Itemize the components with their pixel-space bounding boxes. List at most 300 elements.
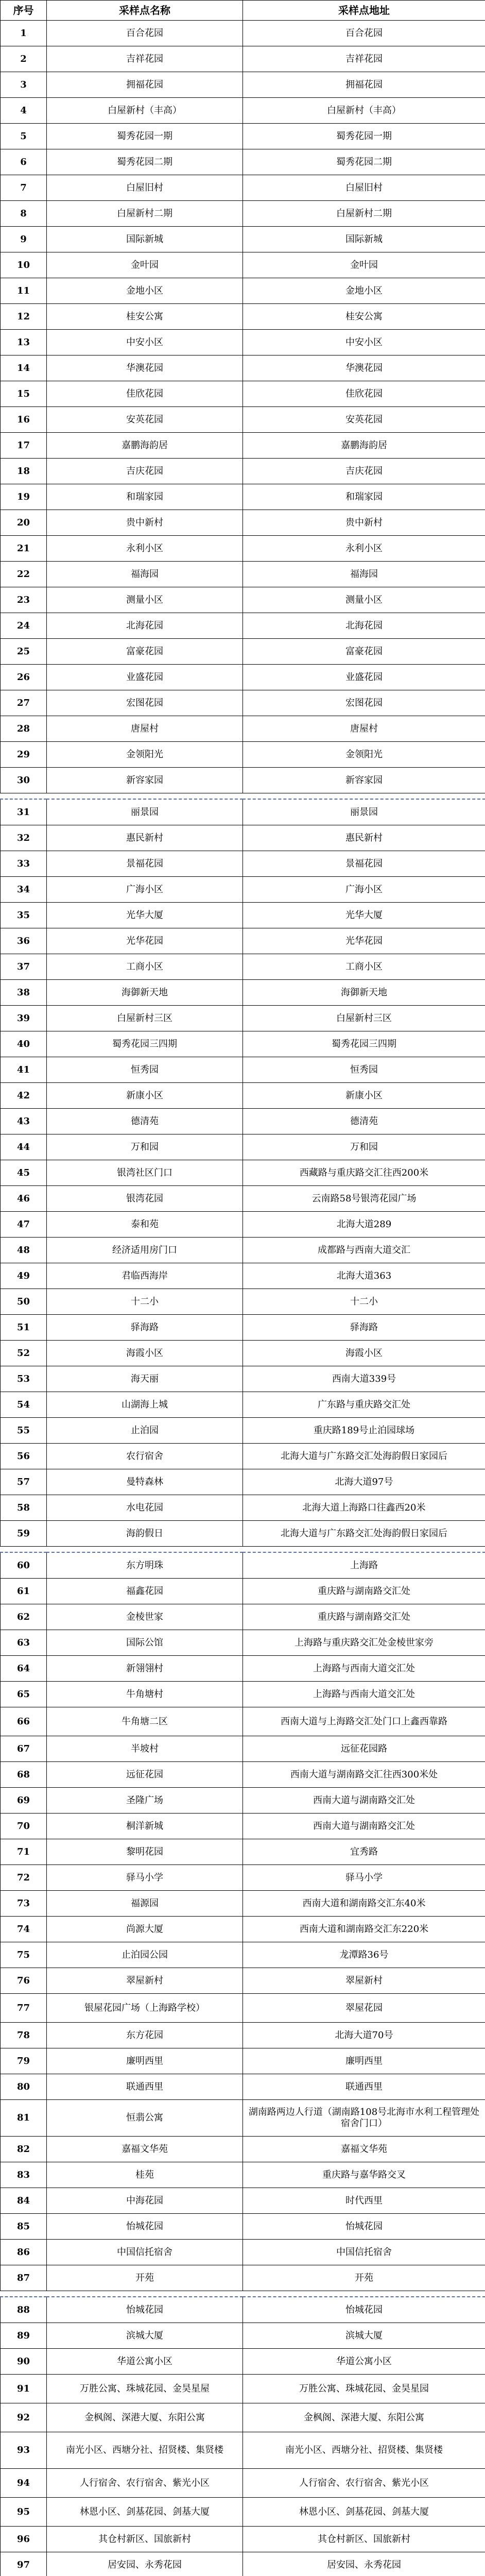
row-sampling-address: 安英花园 (243, 407, 485, 433)
row-number: 57 (1, 1469, 47, 1495)
row-sampling-name: 尚源大厦 (47, 1917, 243, 1942)
row-number: 41 (1, 1057, 47, 1083)
table-row (1, 1604, 485, 1630)
row-sampling-address: 嘉福文华苑 (243, 2137, 485, 2162)
section-divider-cell (1, 2291, 485, 2297)
row-sampling-name: 福鑫花园 (47, 1579, 243, 1604)
row-sampling-name: 拥福花园 (47, 72, 243, 98)
row-number: 28 (1, 716, 47, 742)
row-sampling-name: 永利小区 (47, 536, 243, 562)
row-sampling-name: 测量小区 (47, 587, 243, 613)
row-sampling-name: 嘉福文华苑 (47, 2137, 243, 2162)
row-sampling-address: 南光小区、西塘分社、招贤楼、集贤楼 (243, 2432, 485, 2469)
row-number: 71 (1, 1839, 47, 1865)
row-sampling-name: 远征花园 (47, 1762, 243, 1788)
row-sampling-address: 蜀秀花园三四期 (243, 1031, 485, 1057)
row-number: 72 (1, 1865, 47, 1891)
table-row (1, 72, 485, 98)
row-sampling-name: 国际新城 (47, 227, 243, 252)
row-sampling-name: 惠民新村 (47, 825, 243, 851)
row-sampling-address: 白屋旧村 (243, 175, 485, 201)
row-sampling-address: 白屋新村三区 (243, 1006, 485, 1031)
table-row (1, 2265, 485, 2291)
row-number: 5 (1, 124, 47, 149)
table-row (1, 639, 485, 665)
row-sampling-address: 翠屋花园 (243, 1994, 485, 2023)
row-number: 36 (1, 928, 47, 954)
row-sampling-address: 佳欣花园 (243, 381, 485, 407)
table-row (1, 201, 485, 227)
row-number: 86 (1, 2240, 47, 2265)
row-sampling-address: 重庆路与嘉华路交叉 (243, 2162, 485, 2188)
row-number: 65 (1, 1682, 47, 1707)
row-number: 58 (1, 1495, 47, 1521)
row-sampling-name: 白屋旧村 (47, 175, 243, 201)
row-sampling-address: 西南大道339号 (243, 1366, 485, 1392)
row-number: 43 (1, 1109, 47, 1134)
row-sampling-address: 重庆路与湖南路交汇处 (243, 1579, 485, 1604)
row-number: 76 (1, 1968, 47, 1994)
row-number: 48 (1, 1238, 47, 1263)
row-sampling-address: 林恩小区、剑基花园、剑基大厦 (243, 2498, 485, 2527)
section-divider-cell (1, 1547, 485, 1553)
table-row (1, 2552, 485, 2576)
row-sampling-name: 曼特森林 (47, 1469, 243, 1495)
row-sampling-address: 北海大道97号 (243, 1469, 485, 1495)
row-sampling-name: 桐洋新城 (47, 1814, 243, 1839)
row-sampling-name: 止泊园 (47, 1418, 243, 1444)
table-row (1, 1083, 485, 1109)
section-divider-cell (1, 793, 485, 800)
row-sampling-name: 百合花园 (47, 21, 243, 46)
row-number: 88 (1, 2297, 47, 2323)
row-sampling-name: 恒秀园 (47, 1057, 243, 1083)
row-sampling-name: 蜀秀花园二期 (47, 149, 243, 175)
table-row (1, 1212, 485, 1238)
table-row (1, 536, 485, 562)
table-row (1, 562, 485, 587)
row-number: 53 (1, 1366, 47, 1392)
row-sampling-address: 西南大道与湖南路交汇处 (243, 1788, 485, 1814)
table-row (1, 484, 485, 510)
row-number: 13 (1, 330, 47, 355)
table-row (1, 2403, 485, 2432)
row-number: 31 (1, 799, 47, 825)
row-sampling-address: 吉庆花园 (243, 459, 485, 484)
row-sampling-address: 滨城大厦 (243, 2323, 485, 2349)
row-number: 14 (1, 355, 47, 381)
table-row (1, 1109, 485, 1134)
row-sampling-name: 圣隆广场 (47, 1788, 243, 1814)
row-sampling-address: 北海花园 (243, 613, 485, 639)
row-sampling-address: 工商小区 (243, 954, 485, 980)
row-sampling-name: 蜀秀花园一期 (47, 124, 243, 149)
row-number: 69 (1, 1788, 47, 1814)
table-row (1, 1469, 485, 1495)
row-sampling-address: 景福花园 (243, 851, 485, 877)
row-sampling-name: 金叶园 (47, 252, 243, 278)
row-sampling-address: 光华大厦 (243, 903, 485, 928)
row-number: 25 (1, 639, 47, 665)
row-sampling-name: 安英花园 (47, 407, 243, 433)
table-row (1, 1031, 485, 1057)
row-number: 95 (1, 2498, 47, 2527)
table-row (1, 2048, 485, 2074)
row-number: 55 (1, 1418, 47, 1444)
row-number: 47 (1, 1212, 47, 1238)
row-sampling-address: 业盛花园 (243, 665, 485, 690)
row-sampling-address: 华澳花园 (243, 355, 485, 381)
row-sampling-name: 驿海路 (47, 1315, 243, 1341)
table-row (1, 799, 485, 825)
row-number: 45 (1, 1160, 47, 1186)
row-sampling-name: 半坡村 (47, 1736, 243, 1762)
table-row (1, 2023, 485, 2048)
table-row (1, 768, 485, 793)
row-sampling-name: 居安园、永秀花园 (47, 2552, 243, 2576)
row-number: 17 (1, 433, 47, 459)
row-number: 46 (1, 1186, 47, 1212)
row-sampling-name: 桂苑 (47, 2162, 243, 2188)
row-sampling-name: 华道公寓小区 (47, 2349, 243, 2375)
table-row (1, 2469, 485, 2498)
row-sampling-name: 国际公馆 (47, 1630, 243, 1656)
table-row (1, 1057, 485, 1083)
row-sampling-name: 牛角塘村 (47, 1682, 243, 1707)
section-divider (1, 793, 485, 800)
row-sampling-address: 中安小区 (243, 330, 485, 355)
table-row (1, 1788, 485, 1814)
row-sampling-address: 远征花园路 (243, 1736, 485, 1762)
row-number: 29 (1, 742, 47, 768)
row-number: 90 (1, 2349, 47, 2375)
row-number: 70 (1, 1814, 47, 1839)
table-row (1, 1736, 485, 1762)
row-sampling-address: 廉明西里 (243, 2048, 485, 2074)
row-sampling-address: 开苑 (243, 2265, 485, 2291)
table-row (1, 877, 485, 903)
row-number: 83 (1, 2162, 47, 2188)
row-sampling-address: 万和园 (243, 1134, 485, 1160)
row-sampling-name: 经济适用房门口 (47, 1238, 243, 1263)
table-row (1, 124, 485, 149)
table-row (1, 98, 485, 124)
row-sampling-name: 中安小区 (47, 330, 243, 355)
table-row (1, 381, 485, 407)
row-sampling-name: 新康小区 (47, 1083, 243, 1109)
row-number: 3 (1, 72, 47, 98)
row-sampling-name: 蜀秀花园三四期 (47, 1031, 243, 1057)
table-row (1, 1656, 485, 1682)
table-row (1, 825, 485, 851)
row-sampling-address: 嘉鹏海韵居 (243, 433, 485, 459)
row-sampling-address: 十二小 (243, 1289, 485, 1315)
section-divider (1, 2291, 485, 2297)
row-number: 93 (1, 2432, 47, 2469)
table-row (1, 1186, 485, 1212)
row-sampling-name: 金地小区 (47, 278, 243, 304)
row-sampling-name: 中国信托宿舍 (47, 2240, 243, 2265)
table-row (1, 1994, 485, 2023)
row-number: 30 (1, 768, 47, 793)
row-sampling-name: 嘉鹏海韵居 (47, 433, 243, 459)
row-number: 38 (1, 980, 47, 1006)
row-number: 19 (1, 484, 47, 510)
row-sampling-name: 东方花园 (47, 2023, 243, 2048)
row-sampling-address: 新容家园 (243, 768, 485, 793)
row-sampling-address: 人行宿舍、农行宿舍、紫光小区 (243, 2469, 485, 2498)
row-number: 67 (1, 1736, 47, 1762)
table-row (1, 1495, 485, 1521)
row-sampling-name: 吉庆花园 (47, 459, 243, 484)
table-row (1, 433, 485, 459)
table-row (1, 851, 485, 877)
table-row (1, 21, 485, 46)
row-sampling-address: 惠民新村 (243, 825, 485, 851)
row-sampling-name: 南光小区、西塘分社、招贤楼、集贤楼 (47, 2432, 243, 2469)
row-number: 10 (1, 252, 47, 278)
row-sampling-address: 金叶园 (243, 252, 485, 278)
table-row (1, 1839, 485, 1865)
row-number: 51 (1, 1315, 47, 1341)
row-sampling-address: 光华花园 (243, 928, 485, 954)
row-sampling-name: 银湾花园 (47, 1186, 243, 1212)
row-sampling-address: 百合花园 (243, 21, 485, 46)
row-sampling-address: 唐屋村 (243, 716, 485, 742)
row-number: 74 (1, 1917, 47, 1942)
row-sampling-address: 海御新天地 (243, 980, 485, 1006)
table-row (1, 1682, 485, 1707)
row-sampling-name: 水电花园 (47, 1495, 243, 1521)
row-sampling-name: 吉祥花园 (47, 46, 243, 72)
row-sampling-name: 金棱世家 (47, 1604, 243, 1630)
table-header-row (1, 1, 485, 21)
row-sampling-address: 和瑞家园 (243, 484, 485, 510)
row-sampling-name: 新翎翎村 (47, 1656, 243, 1682)
table-row (1, 665, 485, 690)
row-number: 37 (1, 954, 47, 980)
row-number: 75 (1, 1942, 47, 1968)
row-sampling-name: 林恩小区、剑基花园、剑基大厦 (47, 2498, 243, 2527)
row-number: 64 (1, 1656, 47, 1682)
table-row (1, 2498, 485, 2527)
row-sampling-name: 华澳花园 (47, 355, 243, 381)
row-number: 50 (1, 1289, 47, 1315)
table-row (1, 2137, 485, 2162)
row-sampling-name: 业盛花园 (47, 665, 243, 690)
row-sampling-name: 景福花园 (47, 851, 243, 877)
table-row (1, 587, 485, 613)
row-sampling-name: 桂安公寓 (47, 304, 243, 330)
row-number: 61 (1, 1579, 47, 1604)
table-row (1, 1814, 485, 1839)
table-row (1, 1942, 485, 1968)
row-number: 11 (1, 278, 47, 304)
table-row (1, 2074, 485, 2100)
row-sampling-address: 广海小区 (243, 877, 485, 903)
row-number: 79 (1, 2048, 47, 2074)
table-row (1, 1707, 485, 1736)
row-sampling-address: 北海大道363 (243, 1263, 485, 1289)
row-sampling-address: 北海大道289 (243, 1212, 485, 1238)
section-divider (1, 1547, 485, 1553)
row-number: 12 (1, 304, 47, 330)
table-row (1, 278, 485, 304)
table-row (1, 1521, 485, 1547)
row-number: 78 (1, 2023, 47, 2048)
row-sampling-name: 十二小 (47, 1289, 243, 1315)
row-sampling-name: 中海花园 (47, 2188, 243, 2214)
row-number: 77 (1, 1994, 47, 2023)
row-sampling-name: 白屋新村三区 (47, 1006, 243, 1031)
row-number: 15 (1, 381, 47, 407)
row-sampling-address: 驿马小学 (243, 1865, 485, 1891)
row-sampling-address: 龙潭路36号 (243, 1942, 485, 1968)
row-sampling-name: 万胜公寓、珠城花园、金昊星屋 (47, 2375, 243, 2403)
table-row (1, 227, 485, 252)
row-number: 56 (1, 1444, 47, 1469)
row-sampling-address: 居安园、永秀花园 (243, 2552, 485, 2576)
row-number: 18 (1, 459, 47, 484)
table-row (1, 304, 485, 330)
table-row (1, 252, 485, 278)
row-number: 8 (1, 201, 47, 227)
row-sampling-name: 福海园 (47, 562, 243, 587)
row-sampling-name: 银湾社区门口 (47, 1160, 243, 1186)
table-row (1, 1418, 485, 1444)
header-no: 序号 (1, 1, 47, 21)
table-row (1, 928, 485, 954)
row-sampling-name: 其仓村新区、国旅新村 (47, 2527, 243, 2552)
row-sampling-address: 西南大道与湖南路交汇往西300米处 (243, 1762, 485, 1788)
row-number: 66 (1, 1707, 47, 1736)
row-sampling-name: 海天丽 (47, 1366, 243, 1392)
row-sampling-name: 止泊园公园 (47, 1942, 243, 1968)
row-sampling-address: 贵中新村 (243, 510, 485, 536)
row-number: 62 (1, 1604, 47, 1630)
table-row (1, 2214, 485, 2240)
row-sampling-name: 东方明珠 (47, 1552, 243, 1579)
row-sampling-name: 滨城大厦 (47, 2323, 243, 2349)
row-sampling-address: 驿海路 (243, 1315, 485, 1341)
row-sampling-address: 福海园 (243, 562, 485, 587)
row-number: 94 (1, 2469, 47, 2498)
table-row (1, 2349, 485, 2375)
row-number: 92 (1, 2403, 47, 2432)
row-sampling-name: 广海小区 (47, 877, 243, 903)
row-number: 54 (1, 1392, 47, 1418)
table-row (1, 613, 485, 639)
row-sampling-address: 西南大道与湖南路交汇处 (243, 1814, 485, 1839)
table-row (1, 2188, 485, 2214)
row-number: 26 (1, 665, 47, 690)
table-row (1, 980, 485, 1006)
table-row (1, 1444, 485, 1469)
row-number: 39 (1, 1006, 47, 1031)
table-row (1, 1552, 485, 1579)
table-row (1, 1289, 485, 1315)
row-number: 4 (1, 98, 47, 124)
row-sampling-address: 时代西里 (243, 2188, 485, 2214)
row-sampling-name: 贵中新村 (47, 510, 243, 536)
table-row (1, 1968, 485, 1994)
row-sampling-name: 白屋新村（丰高） (47, 98, 243, 124)
row-sampling-address: 富豪花园 (243, 639, 485, 665)
row-number: 91 (1, 2375, 47, 2403)
row-number: 35 (1, 903, 47, 928)
table-row (1, 2100, 485, 2137)
row-sampling-address: 万胜公寓、珠城花园、金昊星园 (243, 2375, 485, 2403)
row-sampling-name: 金枫阁、深港大厦、东阳公寓 (47, 2403, 243, 2432)
row-sampling-name: 金领阳光 (47, 742, 243, 768)
row-sampling-address: 国际新城 (243, 227, 485, 252)
row-sampling-address: 德清苑 (243, 1109, 485, 1134)
table-row (1, 1762, 485, 1788)
table-row (1, 1366, 485, 1392)
table-row (1, 690, 485, 716)
row-sampling-address: 恒秀园 (243, 1057, 485, 1083)
row-sampling-address: 新康小区 (243, 1083, 485, 1109)
row-sampling-address: 上海路 (243, 1552, 485, 1579)
table-row (1, 355, 485, 381)
row-sampling-address: 中国信托宿舍 (243, 2240, 485, 2265)
row-sampling-address: 金枫阁、深港大厦、东阳公寓 (243, 2403, 485, 2432)
table-row (1, 1160, 485, 1186)
row-number: 97 (1, 2552, 47, 2576)
row-sampling-name: 驿马小学 (47, 1865, 243, 1891)
row-sampling-name: 海霞小区 (47, 1341, 243, 1366)
table-row (1, 2375, 485, 2403)
row-sampling-name: 山湖海上城 (47, 1392, 243, 1418)
row-sampling-address: 怡城花园 (243, 2214, 485, 2240)
row-sampling-name: 廉明西里 (47, 2048, 243, 2074)
table-row (1, 510, 485, 536)
table-row (1, 1134, 485, 1160)
row-number: 34 (1, 877, 47, 903)
table-row (1, 149, 485, 175)
row-number: 89 (1, 2323, 47, 2349)
row-sampling-address: 金地小区 (243, 278, 485, 304)
row-number: 85 (1, 2214, 47, 2240)
table-row (1, 1238, 485, 1263)
row-number: 60 (1, 1552, 47, 1579)
row-number: 24 (1, 613, 47, 639)
row-sampling-name: 人行宿舍、农行宿舍、紫光小区 (47, 2469, 243, 2498)
row-number: 52 (1, 1341, 47, 1366)
table-row (1, 1006, 485, 1031)
row-sampling-name: 恒翡公寓 (47, 2100, 243, 2137)
row-number: 44 (1, 1134, 47, 1160)
row-sampling-address: 蜀秀花园一期 (243, 124, 485, 149)
row-sampling-name: 富豪花园 (47, 639, 243, 665)
row-sampling-name: 牛角塘二区 (47, 1707, 243, 1736)
row-number: 59 (1, 1521, 47, 1547)
row-sampling-address: 丽景园 (243, 799, 485, 825)
table-row (1, 2240, 485, 2265)
row-sampling-name: 君临西海岸 (47, 1263, 243, 1289)
row-sampling-name: 黎明花园 (47, 1839, 243, 1865)
header-name: 采样点名称 (47, 1, 243, 21)
row-sampling-address: 西南大道与上海路交汇处门口上鑫西靠路 (243, 1707, 485, 1736)
row-number: 87 (1, 2265, 47, 2291)
header-address: 采样点地址 (243, 1, 485, 21)
table-row (1, 330, 485, 355)
row-sampling-address: 广东路与重庆路交汇处 (243, 1392, 485, 1418)
row-sampling-address: 蜀秀花园二期 (243, 149, 485, 175)
row-sampling-address: 西藏路与重庆路交汇往西200米 (243, 1160, 485, 1186)
row-sampling-name: 万和园 (47, 1134, 243, 1160)
row-sampling-address: 北海大道与广东路交汇处海韵假日家园后 (243, 1521, 485, 1547)
